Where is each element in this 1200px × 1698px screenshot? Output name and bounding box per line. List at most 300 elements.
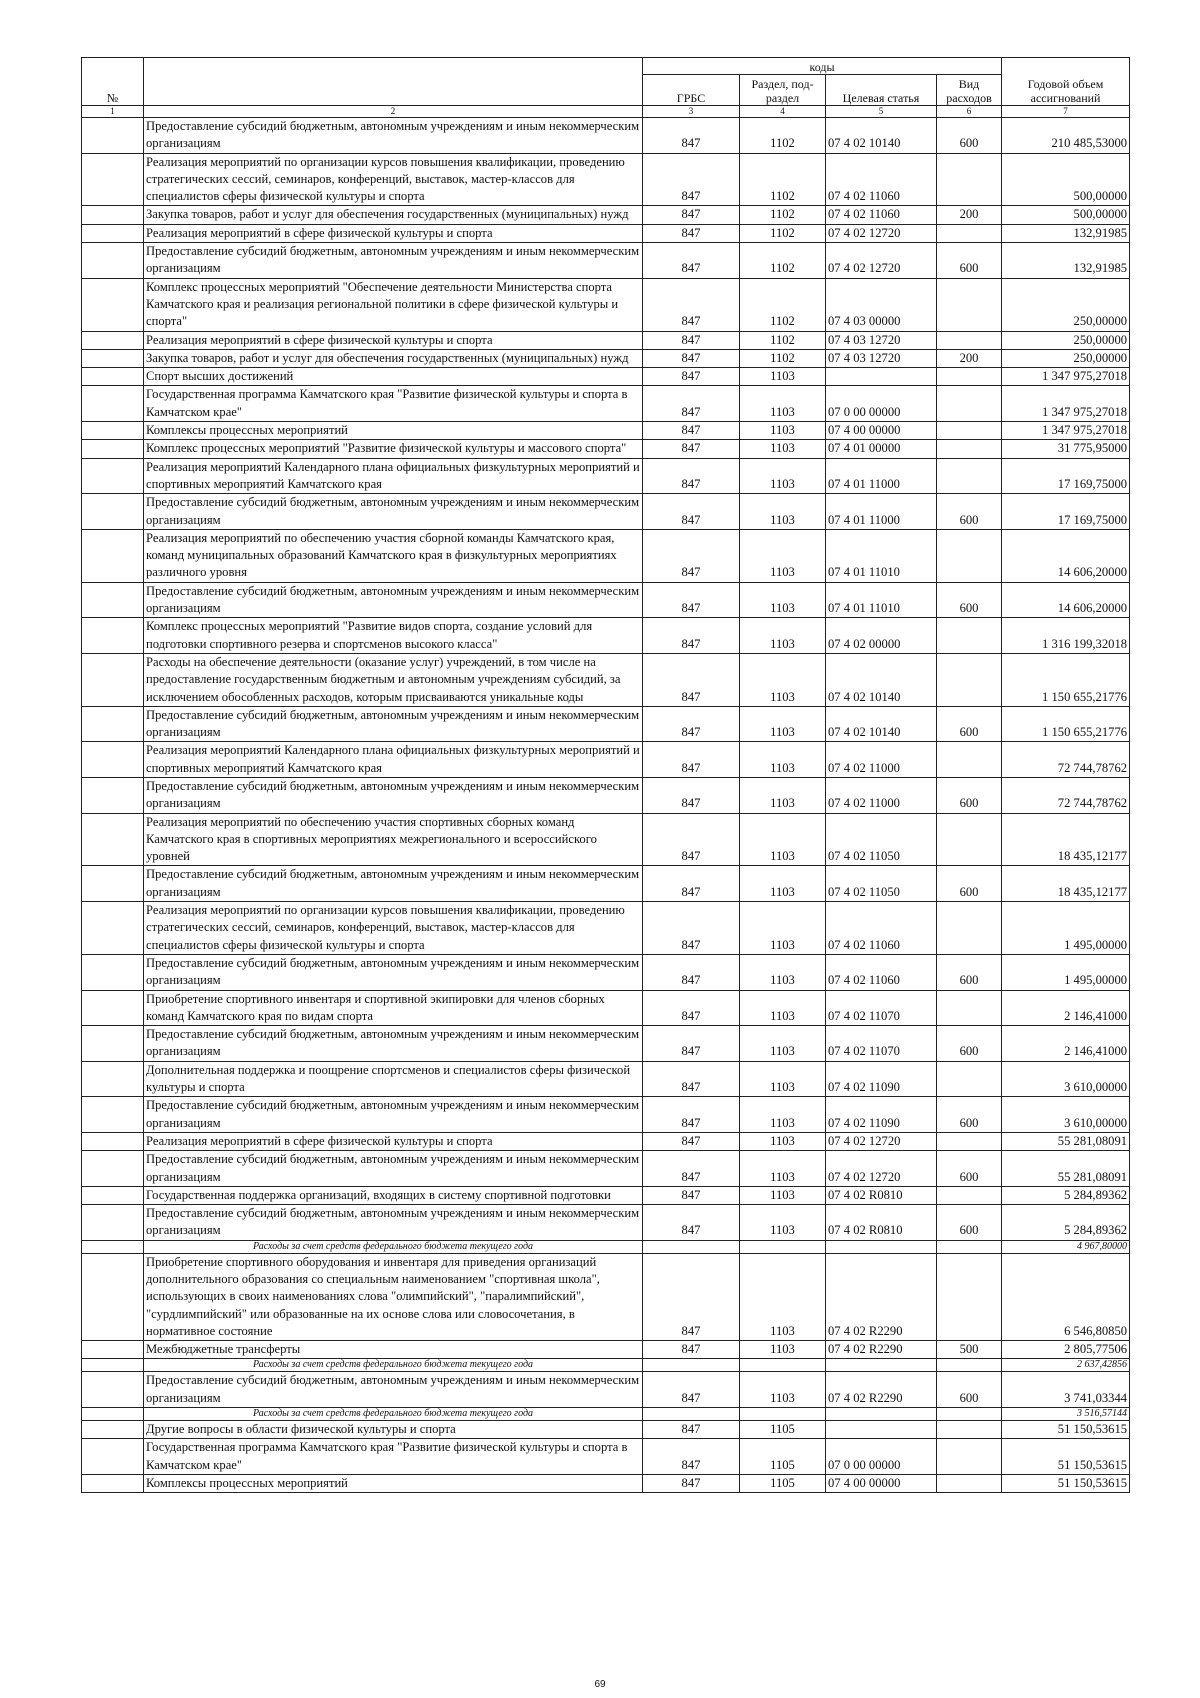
row-amount-cell: 5 284,89362 bbox=[1002, 1205, 1130, 1241]
row-razdel-cell bbox=[740, 1359, 826, 1372]
row-grbs-cell: 847 bbox=[643, 1097, 740, 1133]
row-target-article-cell: 07 4 02 00000 bbox=[826, 618, 937, 654]
row-name-cell: Приобретение спортивного инвентаря и спортивной экипировки для членов сборных команд Камчатского края по видам спорта bbox=[144, 990, 643, 1026]
row-razdel-cell: 1103 bbox=[740, 902, 826, 955]
row-razdel-cell: 1103 bbox=[740, 1151, 826, 1187]
row-name-cell: Расходы за счет средств федерального бюджета текущего года bbox=[144, 1359, 643, 1372]
table-row bbox=[82, 1097, 1130, 1133]
row-target-article-cell: 07 4 02 11060 bbox=[826, 206, 937, 224]
row-expense-type-cell bbox=[937, 440, 1002, 458]
table-row bbox=[82, 118, 1130, 154]
row-number-cell bbox=[82, 1408, 144, 1421]
row-grbs-cell bbox=[643, 1240, 740, 1253]
row-target-article-cell: 07 4 02 11000 bbox=[826, 742, 937, 778]
column-number: 5 bbox=[826, 106, 937, 118]
row-name-cell: Реализация мероприятий по организации курсов повышения квалификации, проведению стратегических сессий, семинаров, конференций, выставок, мастер-классов для специалистов сферы физической культуры и спорта bbox=[144, 902, 643, 955]
row-grbs-cell: 847 bbox=[643, 706, 740, 742]
table-row bbox=[82, 1253, 1130, 1340]
row-number-cell bbox=[82, 206, 144, 224]
row-target-article-cell: 07 4 02 11090 bbox=[826, 1097, 937, 1133]
row-target-article-cell bbox=[826, 368, 937, 386]
row-number-cell bbox=[82, 440, 144, 458]
row-expense-type-cell bbox=[937, 1061, 1002, 1097]
table-row bbox=[82, 653, 1130, 706]
table-row bbox=[82, 206, 1130, 224]
table-row bbox=[82, 1205, 1130, 1241]
row-expense-type-cell bbox=[937, 422, 1002, 440]
row-name-cell: Предоставление субсидий бюджетным, автономным учреждениям и иным некоммерческим организациям bbox=[144, 1097, 643, 1133]
row-amount-cell: 1 347 975,27018 bbox=[1002, 368, 1130, 386]
row-grbs-cell: 847 bbox=[643, 206, 740, 224]
row-amount-cell: 5 284,89362 bbox=[1002, 1186, 1130, 1204]
row-expense-type-cell bbox=[937, 331, 1002, 349]
row-number-cell bbox=[82, 1186, 144, 1204]
row-grbs-cell: 847 bbox=[643, 1421, 740, 1439]
row-expense-type-cell bbox=[937, 813, 1002, 866]
table-row bbox=[82, 422, 1130, 440]
table-row bbox=[82, 386, 1130, 422]
row-name-cell: Комплексы процессных мероприятий bbox=[144, 1474, 643, 1492]
row-razdel-cell: 1103 bbox=[740, 1372, 826, 1408]
row-grbs-cell: 847 bbox=[643, 866, 740, 902]
table-row bbox=[82, 494, 1130, 530]
row-grbs-cell: 847 bbox=[643, 1474, 740, 1492]
row-grbs-cell: 847 bbox=[643, 153, 740, 206]
row-razdel-cell: 1103 bbox=[740, 618, 826, 654]
row-expense-type-cell: 600 bbox=[937, 118, 1002, 154]
row-target-article-cell: 07 4 01 00000 bbox=[826, 440, 937, 458]
row-razdel-cell: 1103 bbox=[740, 653, 826, 706]
row-name-cell: Реализация мероприятий по обеспечению участия спортивных сборных команд Камчатского края в спортивных мероприятиях межрегионального и всероссийского уровней bbox=[144, 813, 643, 866]
row-number-cell bbox=[82, 331, 144, 349]
row-amount-cell: 1 316 199,32018 bbox=[1002, 618, 1130, 654]
row-number-cell bbox=[82, 278, 144, 331]
row-grbs-cell: 847 bbox=[643, 1061, 740, 1097]
row-number-cell bbox=[82, 1474, 144, 1492]
row-target-article-cell bbox=[826, 1240, 937, 1253]
row-grbs-cell: 847 bbox=[643, 902, 740, 955]
row-number-cell bbox=[82, 494, 144, 530]
row-expense-type-cell bbox=[937, 278, 1002, 331]
row-grbs-cell: 847 bbox=[643, 458, 740, 494]
row-amount-cell: 1 495,00000 bbox=[1002, 902, 1130, 955]
row-grbs-cell: 847 bbox=[643, 990, 740, 1026]
row-name-cell: Межбюджетные трансферты bbox=[144, 1341, 643, 1359]
header-number: № bbox=[82, 58, 144, 106]
row-razdel-cell: 1102 bbox=[740, 118, 826, 154]
row-razdel-cell: 1102 bbox=[740, 278, 826, 331]
row-name-cell: Приобретение спортивного оборудования и инвентаря для приведения организаций дополнительного образования со специальным наименованием "спортивная школа", использующих в своих наименованиях слова "олимпийский", "паралимпийский", "сурдлимпийский" или образованные на их основе слова или словосочетания, в нормативное состояние bbox=[144, 1253, 643, 1340]
row-grbs-cell: 847 bbox=[643, 422, 740, 440]
row-target-article-cell: 07 0 00 00000 bbox=[826, 386, 937, 422]
row-target-article-cell: 07 4 01 11000 bbox=[826, 494, 937, 530]
row-amount-cell: 2 146,41000 bbox=[1002, 990, 1130, 1026]
row-expense-type-cell: 200 bbox=[937, 349, 1002, 367]
row-amount-cell: 55 281,08091 bbox=[1002, 1132, 1130, 1150]
row-expense-type-cell: 600 bbox=[937, 1026, 1002, 1062]
row-razdel-cell: 1103 bbox=[740, 1026, 826, 1062]
row-amount-cell: 1 347 975,27018 bbox=[1002, 386, 1130, 422]
row-name-cell: Предоставление субсидий бюджетным, автономным учреждениям и иным некоммерческим организациям bbox=[144, 118, 643, 154]
federal-budget-row bbox=[82, 1359, 1130, 1372]
column-number: 6 bbox=[937, 106, 1002, 118]
row-amount-cell: 250,00000 bbox=[1002, 331, 1130, 349]
column-number: 4 bbox=[740, 106, 826, 118]
row-expense-type-cell: 600 bbox=[937, 1097, 1002, 1133]
row-target-article-cell: 07 4 02 12720 bbox=[826, 243, 937, 279]
row-expense-type-cell: 600 bbox=[937, 706, 1002, 742]
row-target-article-cell: 07 4 03 12720 bbox=[826, 331, 937, 349]
row-target-article-cell: 07 4 02 R0810 bbox=[826, 1186, 937, 1204]
row-amount-cell: 2 146,41000 bbox=[1002, 1026, 1130, 1062]
row-amount-cell: 2 805,77506 bbox=[1002, 1341, 1130, 1359]
row-number-cell bbox=[82, 582, 144, 618]
table-row bbox=[82, 954, 1130, 990]
row-razdel-cell: 1105 bbox=[740, 1474, 826, 1492]
table-row bbox=[82, 1061, 1130, 1097]
row-razdel-cell: 1102 bbox=[740, 349, 826, 367]
row-razdel-cell bbox=[740, 1240, 826, 1253]
row-amount-cell: 1 150 655,21776 bbox=[1002, 653, 1130, 706]
row-name-cell: Государственная программа Камчатского края "Развитие физической культуры и спорта в Камчатском крае" bbox=[144, 1439, 643, 1475]
row-number-cell bbox=[82, 349, 144, 367]
row-grbs-cell: 847 bbox=[643, 349, 740, 367]
row-name-cell: Предоставление субсидий бюджетным, автономным учреждениям и иным некоммерческим организациям bbox=[144, 866, 643, 902]
row-expense-type-cell bbox=[937, 1253, 1002, 1340]
row-expense-type-cell bbox=[937, 1132, 1002, 1150]
row-name-cell: Спорт высших достижений bbox=[144, 368, 643, 386]
row-number-cell bbox=[82, 1372, 144, 1408]
table-row bbox=[82, 1186, 1130, 1204]
page-number: 69 bbox=[594, 1679, 606, 1690]
row-number-cell bbox=[82, 1061, 144, 1097]
row-razdel-cell: 1103 bbox=[740, 458, 826, 494]
column-number: 2 bbox=[144, 106, 643, 118]
row-name-cell: Дополнительная поддержка и поощрение спортсменов и специалистов сферы физической культуры и спорта bbox=[144, 1061, 643, 1097]
row-number-cell bbox=[82, 653, 144, 706]
row-razdel-cell: 1103 bbox=[740, 440, 826, 458]
row-target-article-cell bbox=[826, 1408, 937, 1421]
row-number-cell bbox=[82, 1026, 144, 1062]
row-amount-cell: 14 606,20000 bbox=[1002, 529, 1130, 582]
row-amount-cell: 250,00000 bbox=[1002, 349, 1130, 367]
row-target-article-cell bbox=[826, 1359, 937, 1372]
table-row bbox=[82, 777, 1130, 813]
row-razdel-cell: 1102 bbox=[740, 224, 826, 242]
row-grbs-cell: 847 bbox=[643, 224, 740, 242]
row-amount-cell: 2 637,42856 bbox=[1002, 1359, 1130, 1372]
row-grbs-cell: 847 bbox=[643, 1186, 740, 1204]
row-grbs-cell: 847 bbox=[643, 582, 740, 618]
row-name-cell: Расходы на обеспечение деятельности (оказание услуг) учреждений, в том числе на предоставление государственным бюджетным и автономным учреждениям субсидий, за исключением обособленных расходов, которым присваиваются уникальные коды bbox=[144, 653, 643, 706]
row-name-cell: Реализация мероприятий Календарного плана официальных физкультурных мероприятий и спортивных мероприятий Камчатского края bbox=[144, 742, 643, 778]
row-name-cell: Государственная поддержка организаций, входящих в систему спортивной подготовки bbox=[144, 1186, 643, 1204]
table-row bbox=[82, 440, 1130, 458]
row-target-article-cell: 07 4 02 11000 bbox=[826, 777, 937, 813]
row-grbs-cell: 847 bbox=[643, 653, 740, 706]
row-razdel-cell: 1103 bbox=[740, 1132, 826, 1150]
row-expense-type-cell: 600 bbox=[937, 243, 1002, 279]
row-name-cell: Комплексы процессных мероприятий bbox=[144, 422, 643, 440]
row-expense-type-cell: 600 bbox=[937, 1151, 1002, 1187]
row-number-cell bbox=[82, 1439, 144, 1475]
row-grbs-cell: 847 bbox=[643, 742, 740, 778]
table-row bbox=[82, 1372, 1130, 1408]
row-expense-type-cell bbox=[937, 153, 1002, 206]
row-name-cell: Предоставление субсидий бюджетным, автономным учреждениям и иным некоммерческим организациям bbox=[144, 494, 643, 530]
row-number-cell bbox=[82, 458, 144, 494]
row-name-cell: Реализация мероприятий Календарного плана официальных физкультурных мероприятий и спортивных мероприятий Камчатского края bbox=[144, 458, 643, 494]
row-amount-cell: 1 150 655,21776 bbox=[1002, 706, 1130, 742]
row-number-cell bbox=[82, 706, 144, 742]
row-target-article-cell: 07 0 00 00000 bbox=[826, 1439, 937, 1475]
column-number: 1 bbox=[82, 106, 144, 118]
table-row bbox=[82, 582, 1130, 618]
row-name-cell: Комплекс процессных мероприятий "Развитие видов спорта, создание условий для подготовки спортивного резерва и спортсменов высокого класса" bbox=[144, 618, 643, 654]
row-target-article-cell: 07 4 02 11070 bbox=[826, 990, 937, 1026]
row-expense-type-cell: 600 bbox=[937, 494, 1002, 530]
row-grbs-cell: 847 bbox=[643, 368, 740, 386]
row-name-cell: Комплекс процессных мероприятий "Обеспечение деятельности Министерства спорта Камчатского края и реализация региональной политики в сфере физической культуры и спорта" bbox=[144, 278, 643, 331]
row-expense-type-cell bbox=[937, 618, 1002, 654]
row-grbs-cell: 847 bbox=[643, 440, 740, 458]
row-target-article-cell bbox=[826, 1421, 937, 1439]
table-row bbox=[82, 813, 1130, 866]
row-target-article-cell: 07 4 02 12720 bbox=[826, 1151, 937, 1187]
row-amount-cell: 72 744,78762 bbox=[1002, 777, 1130, 813]
row-number-cell bbox=[82, 990, 144, 1026]
row-razdel-cell: 1102 bbox=[740, 331, 826, 349]
row-number-cell bbox=[82, 777, 144, 813]
row-amount-cell: 55 281,08091 bbox=[1002, 1151, 1130, 1187]
row-grbs-cell: 847 bbox=[643, 529, 740, 582]
row-razdel-cell: 1103 bbox=[740, 954, 826, 990]
row-grbs-cell: 847 bbox=[643, 331, 740, 349]
row-razdel-cell: 1103 bbox=[740, 742, 826, 778]
row-target-article-cell: 07 4 01 11000 bbox=[826, 458, 937, 494]
row-expense-type-cell bbox=[937, 224, 1002, 242]
row-name-cell: Закупка товаров, работ и услуг для обеспечения государственных (муниципальных) нужд bbox=[144, 349, 643, 367]
row-razdel-cell: 1103 bbox=[740, 494, 826, 530]
row-amount-cell: 31 775,95000 bbox=[1002, 440, 1130, 458]
row-target-article-cell: 07 4 02 11090 bbox=[826, 1061, 937, 1097]
row-razdel-cell: 1103 bbox=[740, 1097, 826, 1133]
header-grbs: ГРБС bbox=[643, 75, 740, 106]
row-target-article-cell: 07 4 02 11070 bbox=[826, 1026, 937, 1062]
row-razdel-cell: 1103 bbox=[740, 529, 826, 582]
row-name-cell: Предоставление субсидий бюджетным, автономным учреждениям и иным некоммерческим организациям bbox=[144, 1151, 643, 1187]
row-number-cell bbox=[82, 866, 144, 902]
row-expense-type-cell bbox=[937, 1186, 1002, 1204]
row-name-cell: Предоставление субсидий бюджетным, автономным учреждениям и иным некоммерческим организациям bbox=[144, 1372, 643, 1408]
row-target-article-cell: 07 4 00 00000 bbox=[826, 422, 937, 440]
row-target-article-cell: 07 4 02 10140 bbox=[826, 118, 937, 154]
header-codes: коды bbox=[643, 58, 1002, 75]
row-amount-cell: 4 967,80000 bbox=[1002, 1240, 1130, 1253]
row-amount-cell: 18 435,12177 bbox=[1002, 813, 1130, 866]
row-number-cell bbox=[82, 1341, 144, 1359]
row-expense-type-cell bbox=[937, 458, 1002, 494]
row-razdel-cell: 1102 bbox=[740, 243, 826, 279]
table-row bbox=[82, 902, 1130, 955]
column-number-row bbox=[82, 106, 1130, 118]
row-number-cell bbox=[82, 902, 144, 955]
row-amount-cell: 3 610,00000 bbox=[1002, 1061, 1130, 1097]
row-expense-type-cell bbox=[937, 368, 1002, 386]
row-expense-type-cell bbox=[937, 1408, 1002, 1421]
row-target-article-cell: 07 4 02 11060 bbox=[826, 902, 937, 955]
row-amount-cell: 500,00000 bbox=[1002, 153, 1130, 206]
row-grbs-cell: 847 bbox=[643, 1151, 740, 1187]
table-row bbox=[82, 1439, 1130, 1475]
row-target-article-cell: 07 4 02 11060 bbox=[826, 153, 937, 206]
row-target-article-cell: 07 4 02 11050 bbox=[826, 866, 937, 902]
row-amount-cell: 1 347 975,27018 bbox=[1002, 422, 1130, 440]
row-amount-cell: 500,00000 bbox=[1002, 206, 1130, 224]
row-name-cell: Реализация мероприятий по обеспечению участия сборной команды Камчатского края, команд муниципальных образований Камчатского края в физкультурных мероприятиях различного уровня bbox=[144, 529, 643, 582]
table-row bbox=[82, 990, 1130, 1026]
row-expense-type-cell: 600 bbox=[937, 777, 1002, 813]
row-name-cell: Комплекс процессных мероприятий "Развитие физической культуры и массового спорта" bbox=[144, 440, 643, 458]
row-expense-type-cell: 600 bbox=[937, 582, 1002, 618]
row-number-cell bbox=[82, 118, 144, 154]
table-row bbox=[82, 706, 1130, 742]
row-name-cell: Закупка товаров, работ и услуг для обеспечения государственных (муниципальных) нужд bbox=[144, 206, 643, 224]
row-grbs-cell: 847 bbox=[643, 813, 740, 866]
header-razdel: Раздел, под-раздел bbox=[740, 75, 826, 106]
table-row bbox=[82, 368, 1130, 386]
table-row bbox=[82, 1151, 1130, 1187]
row-name-cell: Предоставление субсидий бюджетным, автономным учреждениям и иным некоммерческим организациям bbox=[144, 243, 643, 279]
row-number-cell bbox=[82, 1151, 144, 1187]
row-amount-cell: 3 741,03344 bbox=[1002, 1372, 1130, 1408]
row-razdel-cell: 1103 bbox=[740, 422, 826, 440]
table-row bbox=[82, 1026, 1130, 1062]
row-amount-cell: 6 546,80850 bbox=[1002, 1253, 1130, 1340]
row-razdel-cell: 1103 bbox=[740, 990, 826, 1026]
header-expense-type: Вид расходов bbox=[937, 75, 1002, 106]
row-amount-cell: 51 150,53615 bbox=[1002, 1439, 1130, 1475]
row-name-cell: Реализация мероприятий по организации курсов повышения квалификации, проведению стратегических сессий, семинаров, конференций, выставок, мастер-классов для специалистов сферы физической культуры и спорта bbox=[144, 153, 643, 206]
row-expense-type-cell bbox=[937, 1439, 1002, 1475]
row-expense-type-cell: 600 bbox=[937, 1372, 1002, 1408]
row-razdel-cell: 1103 bbox=[740, 1205, 826, 1241]
row-number-cell bbox=[82, 742, 144, 778]
row-grbs-cell: 847 bbox=[643, 494, 740, 530]
table-row bbox=[82, 529, 1130, 582]
row-amount-cell: 210 485,53000 bbox=[1002, 118, 1130, 154]
table-row bbox=[82, 1132, 1130, 1150]
row-number-cell bbox=[82, 1421, 144, 1439]
row-grbs-cell bbox=[643, 1408, 740, 1421]
table-row bbox=[82, 1421, 1130, 1439]
row-name-cell: Предоставление субсидий бюджетным, автономным учреждениям и иным некоммерческим организациям bbox=[144, 1026, 643, 1062]
row-number-cell bbox=[82, 243, 144, 279]
row-grbs-cell: 847 bbox=[643, 278, 740, 331]
row-amount-cell: 51 150,53615 bbox=[1002, 1474, 1130, 1492]
row-razdel-cell: 1103 bbox=[740, 1253, 826, 1340]
row-target-article-cell: 07 4 02 11060 bbox=[826, 954, 937, 990]
row-grbs-cell: 847 bbox=[643, 1372, 740, 1408]
row-name-cell: Реализация мероприятий в сфере физической культуры и спорта bbox=[144, 331, 643, 349]
row-number-cell bbox=[82, 813, 144, 866]
row-name-cell: Другие вопросы в области физической культуры и спорта bbox=[144, 1421, 643, 1439]
row-number-cell bbox=[82, 1359, 144, 1372]
row-expense-type-cell bbox=[937, 902, 1002, 955]
row-grbs-cell: 847 bbox=[643, 1132, 740, 1150]
table-row bbox=[82, 349, 1130, 367]
row-grbs-cell: 847 bbox=[643, 1253, 740, 1340]
row-target-article-cell: 07 4 02 R2290 bbox=[826, 1372, 937, 1408]
row-name-cell: Реализация мероприятий в сфере физической культуры и спорта bbox=[144, 224, 643, 242]
row-expense-type-cell: 200 bbox=[937, 206, 1002, 224]
row-target-article-cell: 07 4 02 R2290 bbox=[826, 1253, 937, 1340]
row-number-cell bbox=[82, 954, 144, 990]
row-grbs-cell: 847 bbox=[643, 1439, 740, 1475]
row-razdel-cell: 1103 bbox=[740, 368, 826, 386]
row-amount-cell: 132,91985 bbox=[1002, 224, 1130, 242]
row-expense-type-cell bbox=[937, 1359, 1002, 1372]
row-razdel-cell: 1105 bbox=[740, 1421, 826, 1439]
row-expense-type-cell bbox=[937, 386, 1002, 422]
row-razdel-cell: 1103 bbox=[740, 706, 826, 742]
row-amount-cell: 18 435,12177 bbox=[1002, 866, 1130, 902]
row-target-article-cell: 07 4 02 12720 bbox=[826, 224, 937, 242]
row-amount-cell: 51 150,53615 bbox=[1002, 1421, 1130, 1439]
row-target-article-cell: 07 4 03 00000 bbox=[826, 278, 937, 331]
row-number-cell bbox=[82, 618, 144, 654]
row-amount-cell: 3 610,00000 bbox=[1002, 1097, 1130, 1133]
row-expense-type-cell: 500 bbox=[937, 1341, 1002, 1359]
row-expense-type-cell bbox=[937, 653, 1002, 706]
row-expense-type-cell: 600 bbox=[937, 954, 1002, 990]
table-row bbox=[82, 742, 1130, 778]
row-number-cell bbox=[82, 422, 144, 440]
row-target-article-cell: 07 4 02 11050 bbox=[826, 813, 937, 866]
header-annual-volume: Годовой объем ассигнований bbox=[1002, 58, 1130, 106]
row-name-cell: Реализация мероприятий в сфере физической культуры и спорта bbox=[144, 1132, 643, 1150]
table-row bbox=[82, 243, 1130, 279]
row-target-article-cell: 07 4 01 11010 bbox=[826, 582, 937, 618]
row-amount-cell: 250,00000 bbox=[1002, 278, 1130, 331]
row-target-article-cell: 07 4 00 00000 bbox=[826, 1474, 937, 1492]
row-grbs-cell: 847 bbox=[643, 1341, 740, 1359]
row-name-cell: Расходы за счет средств федерального бюджета текущего года bbox=[144, 1240, 643, 1253]
header-target-article: Целевая статья bbox=[826, 75, 937, 106]
row-amount-cell: 1 495,00000 bbox=[1002, 954, 1130, 990]
table-row bbox=[82, 153, 1130, 206]
row-expense-type-cell bbox=[937, 1474, 1002, 1492]
row-razdel-cell: 1103 bbox=[740, 1341, 826, 1359]
row-number-cell bbox=[82, 1097, 144, 1133]
row-number-cell bbox=[82, 1240, 144, 1253]
table-body bbox=[82, 118, 1130, 1493]
row-amount-cell: 3 516,57144 bbox=[1002, 1408, 1130, 1421]
row-target-article-cell: 07 4 01 11010 bbox=[826, 529, 937, 582]
row-razdel-cell: 1105 bbox=[740, 1439, 826, 1475]
row-name-cell: Предоставление субсидий бюджетным, автономным учреждениям и иным некоммерческим организациям bbox=[144, 777, 643, 813]
row-grbs-cell: 847 bbox=[643, 118, 740, 154]
row-number-cell bbox=[82, 1205, 144, 1241]
row-expense-type-cell bbox=[937, 1421, 1002, 1439]
table-row bbox=[82, 866, 1130, 902]
row-number-cell bbox=[82, 153, 144, 206]
federal-budget-row bbox=[82, 1408, 1130, 1421]
row-target-article-cell: 07 4 02 R2290 bbox=[826, 1341, 937, 1359]
row-number-cell bbox=[82, 386, 144, 422]
row-razdel-cell: 1103 bbox=[740, 866, 826, 902]
row-amount-cell: 17 169,75000 bbox=[1002, 494, 1130, 530]
